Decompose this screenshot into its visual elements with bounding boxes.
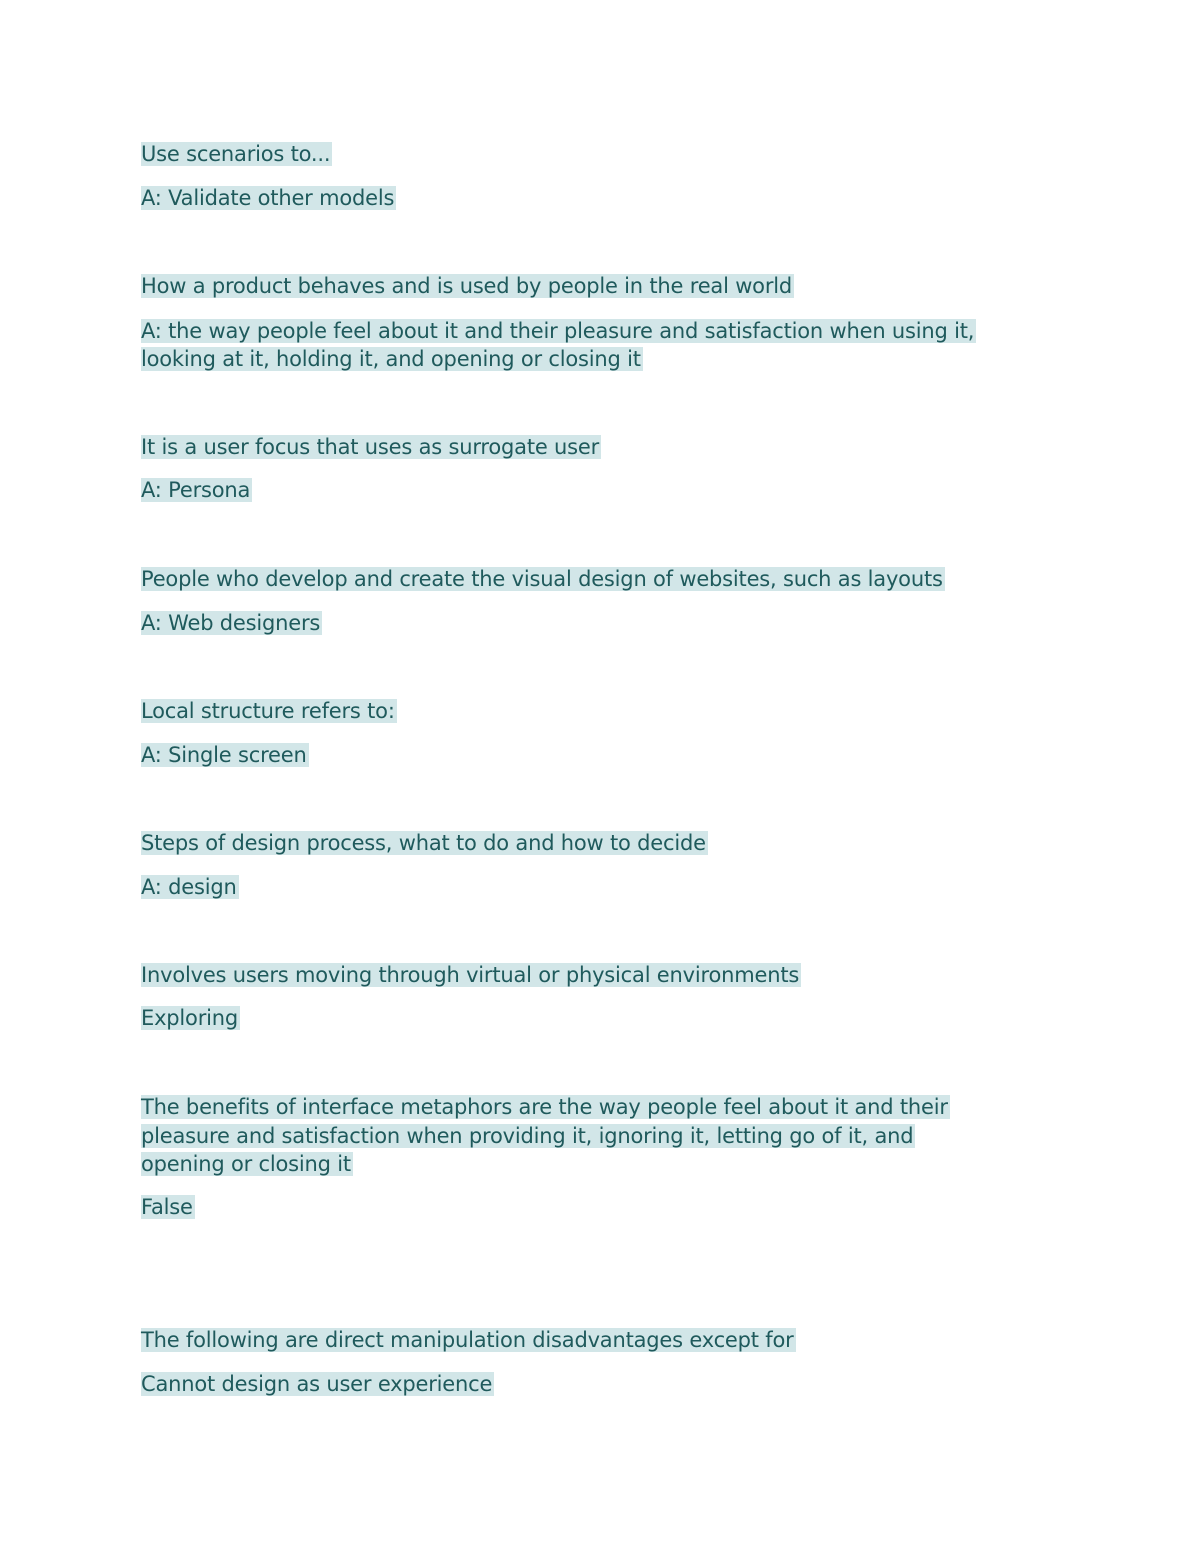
answer-text: A: Single screen [141,743,307,767]
question-text: The benefits of interface metaphors are the way people feel about it and their [141,1095,948,1119]
question-text: People who develop and create the visual design of websites, such as layouts [141,567,943,591]
answer-text: Cannot design as user experience [141,1372,493,1396]
question-text: How a product behaves and is used by people in the real world [141,274,793,298]
question-text: It is a user focus that uses as surrogate user [141,435,600,459]
question-text: Use scenarios to... [141,142,331,166]
question-text: Steps of design process, what to do and how to decide [141,831,706,855]
answer-text: A: Persona [141,478,251,502]
answer-text: A: Web designers [141,611,321,635]
answer-text: Exploring [141,1006,239,1030]
answer-text: A: Validate other models [141,186,395,210]
question-text: opening or closing it [141,1152,351,1176]
answer-text: A: design [141,875,237,899]
answer-text: looking at it, holding it, and opening or closing it [141,347,641,371]
question-text: Involves users moving through virtual or physical environments [141,963,800,987]
question-text: Local structure refers to: [141,699,395,723]
answer-text: False [141,1195,193,1219]
question-text: The following are direct manipulation disadvantages except for [141,1328,794,1352]
answer-text: A: the way people feel about it and their pleasure and satisfaction when using it, [141,319,975,343]
question-text: pleasure and satisfaction when providing it, ignoring it, letting go of it, and [141,1124,914,1148]
